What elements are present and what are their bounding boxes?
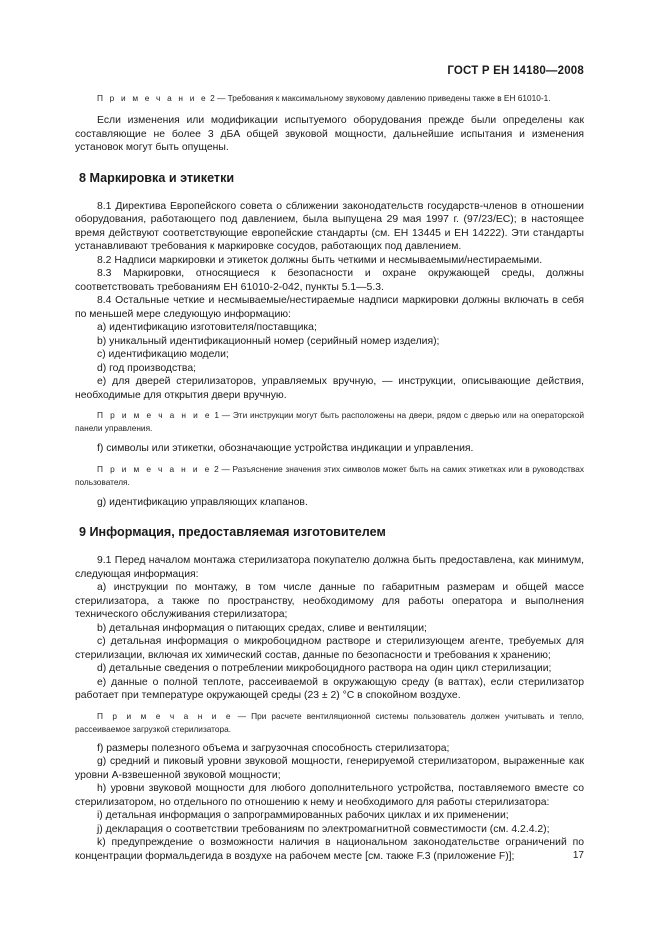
list-item: d) год производства; [97,362,196,374]
note-label: П р и м е ч а н и е [97,93,208,103]
note-label: П р и м е ч а н и е [97,710,233,721]
list-item: f) символы или этикетки, обозначающие устройства индикации и управления. [97,443,474,454]
page-content [75,92,584,863]
list-item: b) уникальный идентификационный номер (серийный номер изделия); [97,335,440,347]
list-item: h) уровни звуковой мощности для любого дополнительного устройства, поставляемого вместе со стерилизатором, но отдельного по отношению к нему и необходимого для работы стерилизатора: [75,783,584,808]
note-paragraph [75,92,584,105]
note-text: 1 — Эти инструкции могут быть расположены на двери, рядом с дверью или на операторской панели управления. [75,410,584,433]
note-paragraph [75,409,584,435]
section-8-heading: 8 Маркировка и этикетки [79,170,235,185]
list-item: е) данные о полной теплоте, рассеиваемой в окружающую среду (в ваттах), если стерилизатор работает при температуре окружающей среды (23 ± 2) °С в спокойном воздухе. [75,676,584,701]
list-item: i) детальная информация о запрограммированных рабочих циклах и их применении; [97,810,509,821]
note-label: П р и м е ч а н и е [97,463,212,474]
list-item: k) предупреждение о возможности наличия в национальном законодательстве ограничений по концентрации формальдегида в воздухе на рабочем месте [см. также F.3 (приложение F)]; [75,837,584,862]
body-paragraph: Если изменения или модификации испытуемого оборудования прежде были определены как составляющие не более 3 дБA общей звуковой мощности, дальнейшие испытания и изменения установок могут быть опущены. [75,115,584,153]
note-paragraph [75,710,584,736]
list-item: g) идентификацию управляющих клапанов. [97,496,308,508]
list-item: j) декларация о соответствии требованиям по электромагнитной совместимости (см. 4.2.4.2); [97,823,550,835]
clause-8-3: 8.3 Маркировки, относящиеся к безопасности и охране окружающей среды, должны соответствовать требованиям ЕН 61010-2-042, пункты 5.1—5.3. [75,268,584,293]
list-item: с) детальная информация о микробоцидном растворе и стерилизующем агенте, требуемых для стерилизации, включая их химический состав, данные по безопасности и требования к хранению; [75,636,584,661]
list-item: а) инструкции по монтажу, в том числе данные по габаритным размерам и общей массе стерилизатора, а также по пространству, необходимому для работы оператора и выполнения технического обслуживания стерилизатора; [75,582,584,620]
note-paragraph [75,463,584,489]
note-text: — При расчете вентиляционной системы пользователь должен учитывать и тепло, рассеиваемое загрузкой стерилизатора. [75,710,584,734]
clause-8-4: 8.4 Остальные четкие и несмываемые/нестираемые надписи маркировки должны включать в себя по меньшей мере следующую информацию: [75,295,584,320]
list-item: d) детальные сведения о потреблении микробоцидного раствора на один цикл стерилизации; [97,663,552,674]
clause-8-1: 8.1 Директива Европейского совета о сближении законодательств государств-членов в отношении оборудования, работающего под давлением, была выпущена 29 мая 1997 г. (97/23/ЕС); в настоящее время действуют соответствующие европейские стандарты (см. ЕН 13445 и ЕН 14222). Эти стандарты устанавливают требования к маркировке сосудов, работающих под давлением. [75,200,584,252]
section-9-heading: 9 Информация, предоставляемая изготовителем [79,525,386,539]
clause-8-2: 8.2 Надписи маркировки и этикеток должны быть четкими и несмываемыми/нестираемыми. [97,254,543,266]
clause-9-1: 9.1 Перед началом монтажа стерилизатора покупателю должна быть предоставлена, как минимум, следующая информация: [75,555,584,580]
list-item: f) размеры полезного объема и загрузочная способность стерилизатора; [97,742,450,754]
note-text: 2 — Разъяснение значения этих символов может быть на самих этикетках или в руководствах пользователя. [75,463,584,487]
document-id-header: ГОСТ Р ЕН 14180—2008 [447,65,584,77]
list-item: g) средний и пиковый уровни звуковой мощности, генерируемой стерилизатором, выраженные как уровни А-взвешенной звуковой мощности; [75,756,584,781]
list-item: b) детальная информация о питающих средах, сливе и вентиляции; [97,622,427,634]
list-item: с) идентификацию модели; [97,349,229,360]
page-number: 17 [572,850,584,861]
list-item: а) идентификацию изготовителя/поставщика; [97,322,317,333]
list-item: е) для дверей стерилизаторов, управляемых вручную, — инструкции, описывающие действия, необходимые для открытия двери вручную. [75,376,584,401]
note-label: П р и м е ч а н и е [97,410,212,420]
note-text: 2 — Требования к максимальному звуковому давлению приведены также в ЕН 61010-1. [207,93,551,103]
